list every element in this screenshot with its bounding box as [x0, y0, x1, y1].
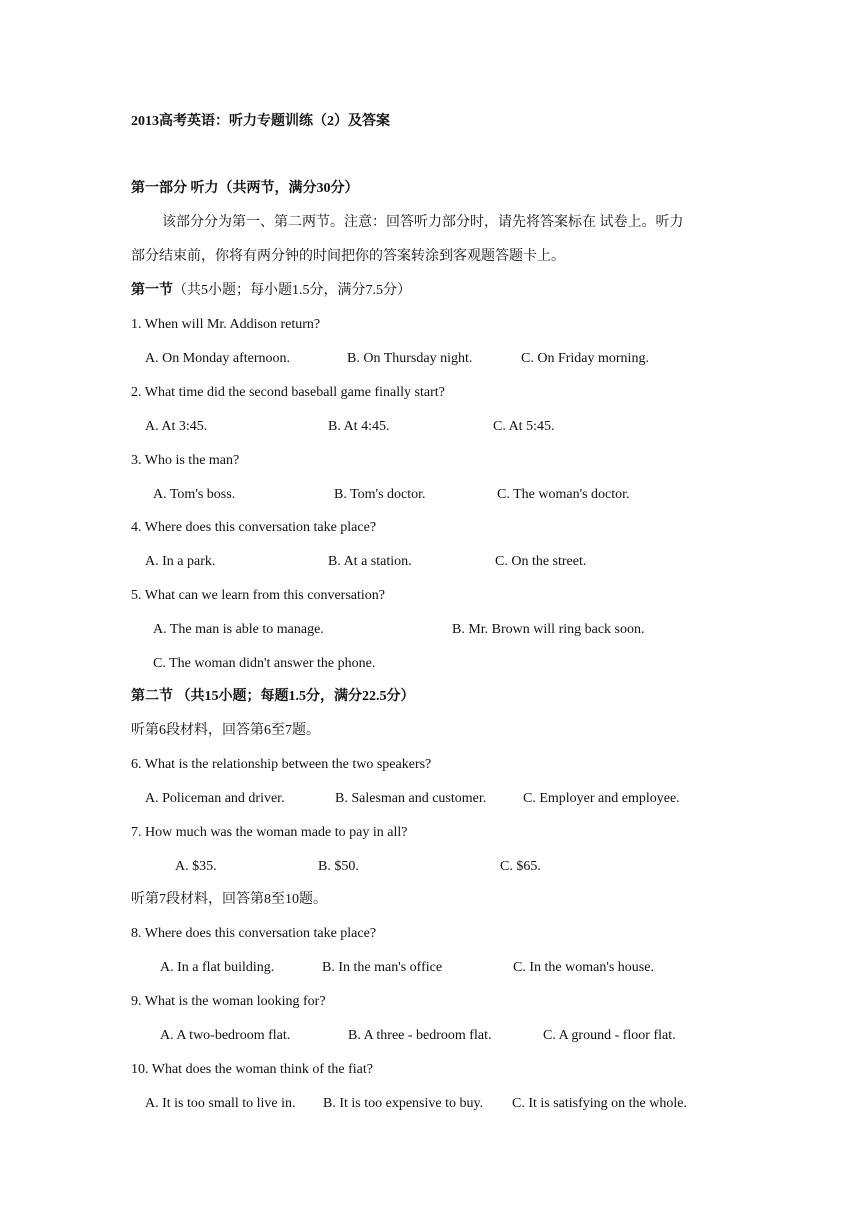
q3-option-c: C. The woman's doctor.: [497, 487, 630, 502]
q8-option-c: C. In the woman's house.: [513, 960, 654, 975]
q1-option-a: A. On Monday afternoon.: [145, 351, 291, 366]
q9-option-a: A. A two-bedroom flat.: [160, 1028, 291, 1043]
q9-option-c: C. A ground - floor flat.: [543, 1028, 676, 1043]
q4-option-b: B. At a station.: [328, 554, 412, 569]
q1-option-c: C. On Friday morning.: [521, 351, 649, 366]
q10-option-b: B. It is too expensive to buy.: [323, 1096, 484, 1111]
section2-heading: 第二节 （共15小题；每题1.5分，满分22.5分）: [131, 689, 415, 704]
question-4: 4. Where does this conversation take place?: [131, 520, 377, 535]
q10-option-c: C. It is satisfying on the whole.: [512, 1096, 687, 1111]
question-9: 9. What is the woman looking for?: [131, 994, 326, 1009]
q6-option-c: C. Employer and employee.: [523, 791, 680, 806]
q6-option-b: B. Salesman and customer.: [335, 791, 487, 806]
q7-option-c: C. $65.: [500, 859, 541, 874]
section1-label: 第一节: [131, 283, 173, 298]
document-title: 2013高考英语：听力专题训练（2）及答案: [131, 114, 390, 129]
intro-line-1: 该部分分为第一、第二两节。注意：回答听力部分时，请先将答案标在 试卷上。听力: [162, 215, 684, 230]
intro-line-2: 部分结束前，你将有两分钟的时间把你的答案转涂到客观题答题卡上。: [131, 249, 565, 264]
q4-option-c: C. On the street.: [495, 554, 587, 569]
q3-option-b: B. Tom's doctor.: [334, 487, 426, 502]
section1-heading: [131, 281, 411, 301]
question-6: 6. What is the relationship between the two speakers?: [131, 757, 432, 772]
q5-option-a: A. The man is able to manage.: [153, 622, 324, 637]
q2-option-c: C. At 5:45.: [493, 419, 555, 434]
question-1: 1. When will Mr. Addison return?: [131, 317, 321, 332]
q3-option-a: A. Tom's boss.: [153, 487, 236, 502]
q6-option-a: A. Policeman and driver.: [145, 791, 285, 806]
q2-option-b: B. At 4:45.: [328, 419, 390, 434]
part1-heading: 第一部分 听力（共两节，满分30分）: [131, 181, 359, 196]
q4-option-a: A. In a park.: [145, 554, 216, 569]
question-2: 2. What time did the second baseball game finally start?: [131, 385, 445, 400]
q5-option-b: B. Mr. Brown will ring back soon.: [452, 622, 645, 637]
q5-option-c: C. The woman didn't answer the phone.: [153, 656, 376, 671]
q2-option-a: A. At 3:45.: [145, 419, 208, 434]
question-5: 5. What can we learn from this conversation?: [131, 588, 385, 603]
q9-option-b: B. A three - bedroom flat.: [348, 1028, 492, 1043]
q1-option-b: B. On Thursday night.: [347, 351, 473, 366]
q7-option-b: B. $50.: [318, 859, 359, 874]
question-10: 10. What does the woman think of the fiat?: [131, 1062, 373, 1077]
section1-detail: （共5小题；每小题1.5分，满分7.5分）: [173, 283, 411, 298]
q10-option-a: A. It is too small to live in.: [145, 1096, 296, 1111]
question-8: 8. Where does this conversation take place?: [131, 926, 377, 941]
question-3: 3. Who is the man?: [131, 453, 240, 468]
passage-6-note: 听第6段材料，回答第6至7题。: [131, 723, 320, 738]
question-7: 7. How much was the woman made to pay in all?: [131, 825, 408, 840]
q8-option-a: A. In a flat building.: [160, 960, 275, 975]
q8-option-b: B. In the man's office: [322, 960, 443, 975]
q7-option-a: A. $35.: [175, 859, 217, 874]
passage-7-note: 听第7段材料，回答第8至10题。: [131, 892, 327, 907]
